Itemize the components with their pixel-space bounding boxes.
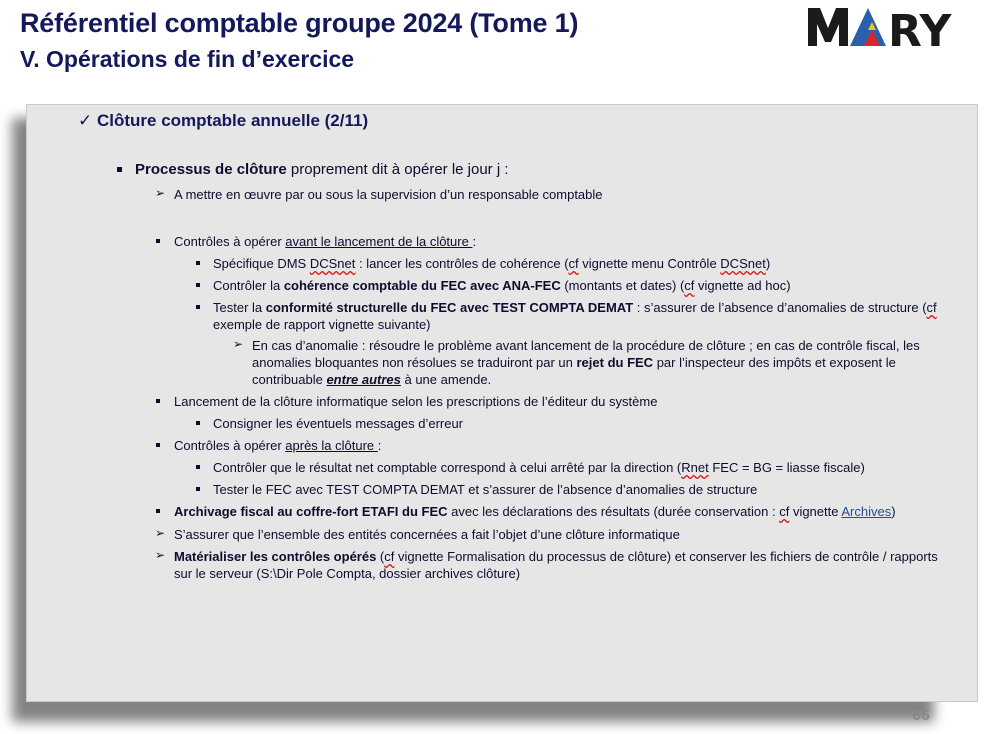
square-bullet-icon: [156, 509, 160, 513]
arrow-bullet-icon: ➢: [155, 548, 166, 562]
page-title: Référentiel comptable groupe 2024 (Tome 1): [20, 8, 579, 38]
square-bullet-icon: [156, 443, 160, 447]
text-line: Contrôler que le résultat net comptable correspond à celui arrêté par la direction (Rnet FEC = BG = liasse fiscale): [213, 460, 865, 475]
text-line: A mettre en œuvre par ou sous la supervision d’un responsable comptable: [174, 187, 603, 202]
archives-link[interactable]: Archives: [841, 504, 892, 519]
arrow-bullet-icon: ➢: [155, 526, 166, 540]
square-bullet-icon: [196, 261, 200, 265]
square-bullet-icon: [196, 487, 200, 491]
page-number: 66: [912, 709, 931, 724]
text-line: En cas d’anomalie : résoudre le problème avant lancement de la procédure de clôture ; en cas de contrôle fiscal, les anomalies bloquantes non résolues se traduiront par un rejet du FEC par l’inspecteur des impôts et exposent le contribuable entre autres à une amende.: [252, 338, 920, 387]
logo-text: RY: [888, 6, 952, 50]
square-bullet-icon: [196, 305, 200, 309]
text-line: Lancement de la clôture informatique selon les prescriptions de l’éditeur du système: [174, 394, 658, 409]
text-line: Matérialiser les contrôles opérés (cf vignette Formalisation du processus de clôture) et conserver les fichiers de contrôle / rapports sur le serveur (S:\Dir Pole Compta, dossier archives clôture): [174, 549, 938, 581]
process-heading: Processus de clôture proprement dit à opérer le jour j :: [135, 161, 509, 178]
mary-logo: [806, 2, 982, 50]
square-bullet-icon: [156, 399, 160, 403]
text-line: Spécifique DMS DCSnet : lancer les contrôles de cohérence (cf vignette menu Contrôle DCSnet): [213, 256, 771, 271]
text-line: Consigner les éventuels messages d’erreur: [213, 416, 464, 431]
check-icon: ✓: [78, 111, 93, 130]
section-heading: ✓ Clôture comptable annuelle (2/11): [78, 111, 369, 130]
text-line: Contrôles à opérer avant le lancement de la clôture :: [174, 234, 477, 249]
text-line: Contrôles à opérer après la clôture :: [174, 438, 382, 453]
text-line: Contrôler la cohérence comptable du FEC avec ANA-FEC (montants et dates) (cf vignette ad hoc): [213, 278, 791, 293]
text-line: Tester le FEC avec TEST COMPTA DEMAT et s’assurer de l’absence d’anomalies de structure: [213, 482, 758, 497]
text-line: Tester la conformité structurelle du FEC avec TEST COMPTA DEMAT : s’assurer de l’absence d’anomalies de structure (cf exemple de rapport vignette suivante): [213, 300, 937, 332]
page-subtitle: V. Opérations de fin d’exercice: [20, 46, 355, 72]
arrow-bullet-icon: ➢: [233, 337, 244, 351]
square-bullet-icon: [196, 465, 200, 469]
square-bullet-icon: [196, 421, 200, 425]
arrow-bullet-icon: ➢: [155, 186, 166, 200]
square-bullet-icon: [156, 239, 160, 243]
text-line: Archivage fiscal au coffre-fort ETAFI du FEC avec les déclarations des résultats (durée conservation : cf vignette Archives): [174, 504, 896, 519]
text-line: S’assurer que l’ensemble des entités concernées a fait l’objet d’une clôture informatique: [174, 527, 680, 542]
square-bullet-icon: [117, 167, 122, 172]
square-bullet-icon: [196, 283, 200, 287]
